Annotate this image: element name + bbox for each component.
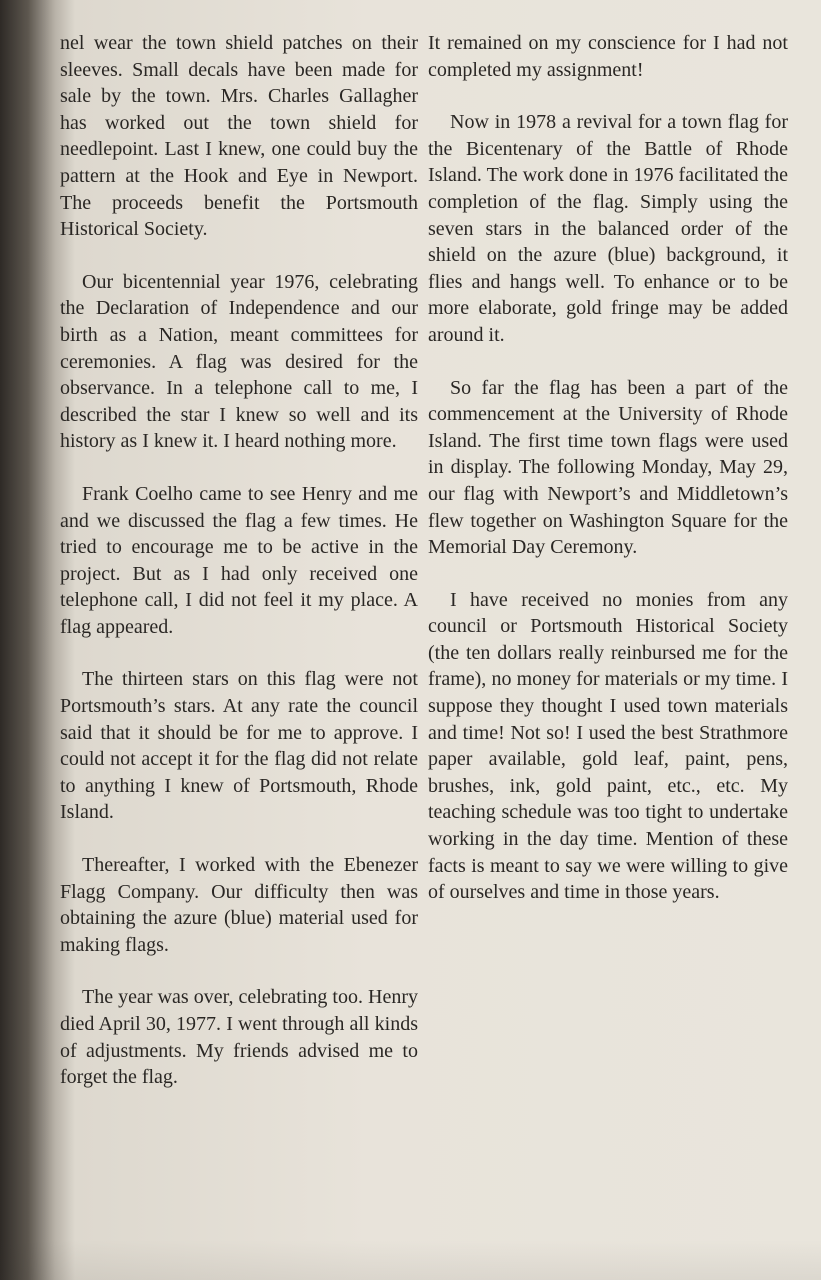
paragraph-left-1: nel wear the town shield patches on their sleeves. Small decals have been made for sale by the town. Mrs. Charles Gallagher has worked out the town shield for needlepoint. Last I knew, one could buy the pattern at the Hook and Eye in Newport. The proceeds benefit the Portsmouth Historical Society. bbox=[60, 32, 418, 241]
paragraph-left-2: Our bicentennial year 1976, celebrating the Declaration of Independence and our birth as a Nation, meant committees for ceremonies. A flag was desired for the observance. In a telephone call to me, I described the star I knew so well and its history as I knew it. I heard nothing more. bbox=[60, 270, 418, 453]
paragraph-left-6: The year was over, celebrating too. Henry died April 30, 1977. I went through all kinds of adjustments. My friends advised me to forget the flag. bbox=[60, 986, 418, 1089]
page-bottom-shadow bbox=[0, 1240, 821, 1280]
left-column bbox=[60, 30, 418, 1117]
paragraph-left-3: Frank Coelho came to see Henry and me and we discussed the flag a few times. He tried to encourage me to be active in the project. But as I had only received one telephone call, I did not feel it my place. A flag appeared. bbox=[60, 482, 418, 638]
paragraph-right-2: Now in 1978 a revival for a town flag for the Bicentenary of the Battle of Rhode Island. The work done in 1976 facilitated the completion of the flag. Simply using the seven stars in the balanced order of the shield on the azure (blue) background, it flies and hangs well. To enhance or to be more elaborate, gold fringe may be added around it. bbox=[428, 111, 788, 346]
paragraph-right-4: I have received no monies from any council or Portsmouth Historical Society (the ten dollars really reinbursed me for the frame), no money for materials or my time. I suppose they thought I used town materials and time! Not so! I used the best Strathmore paper available, gold leaf, paint, pens, brushes, ink, gold paint, etc., etc. My teaching schedule was too tight to undertake working in the day time. Mention of these facts is meant to say we were willing to give of ourselves and time in those years. bbox=[428, 588, 788, 904]
paragraph-right-3: So far the flag has been a part of the commencement at the University of Rhode Island. The first time town flags were used in display. The following Monday, May 29, our flag with Newport’s and Middletown’s flew together on Washington Square for the Memorial Day Ceremony. bbox=[428, 376, 788, 559]
paragraph-left-5: Thereafter, I worked with the Ebenezer Flagg Company. Our difficulty then was obtaining the azure (blue) material used for making flags. bbox=[60, 854, 418, 956]
paragraph-right-1: It remained on my conscience for I had not completed my assignment! bbox=[428, 32, 788, 81]
paragraph-left-4: The thirteen stars on this flag were not Portsmouth’s stars. At any rate the council said that it should be for me to approve. I could not accept it for the flag did not relate to anything I knew of Portsmouth, Rhode Island. bbox=[60, 668, 418, 824]
right-column bbox=[428, 30, 788, 932]
